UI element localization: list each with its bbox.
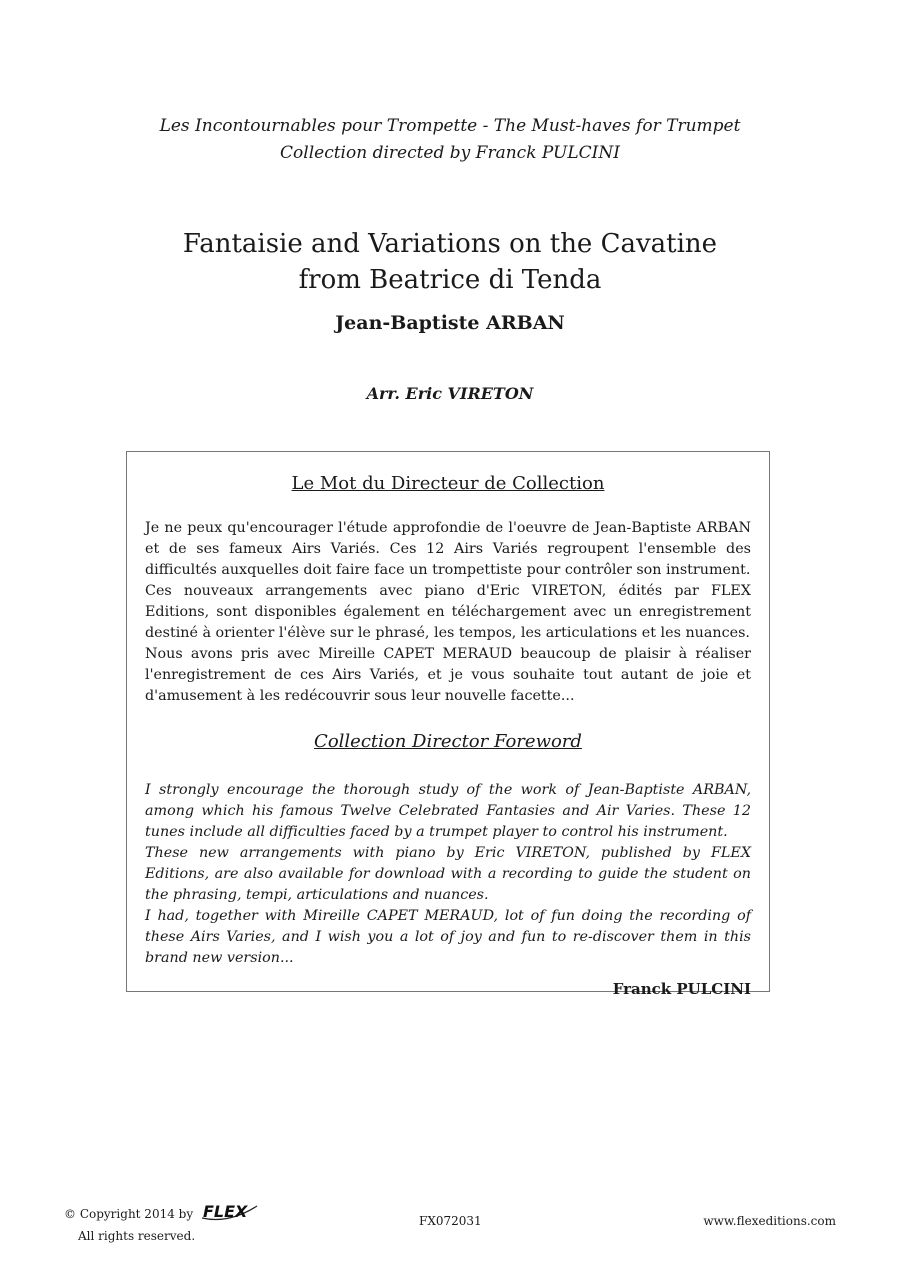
- catalog-code: FX072031: [419, 1214, 482, 1228]
- collection-header: [0, 113, 900, 167]
- composer-name: Jean-Baptiste ARBAN: [335, 312, 565, 334]
- foreword-paragraph-en: I strongly encourage the thorough study of the work of Jean-Baptiste ARBAN, among which his famous Twelve Celebrated Fantasies and Air Varies. These 12 tunes include all difficulties faced by a trumpet player to control his instrument. These new arrangements with piano by Eric VIRETON, published by FLEX Editions, are also available for download with a recording to guide the student on the phrasing, tempi, articulations and nuances. I had, together with Mireille CAPET MERAUD, lot of fun doing the recording of these Airs Varies, and I wish you a lot of joy and fun to re-discover them in this brand new version...: [145, 782, 751, 966]
- arranger-credit: Arr. Eric VIRETON: [366, 384, 534, 403]
- collection-director-line: Collection directed by Franck PULCINI: [280, 143, 620, 163]
- foreword-heading-fr: Le Mot du Directeur de Collection: [291, 473, 605, 494]
- work-title: [0, 226, 900, 298]
- copyright-line: © Copyright 2014 by: [64, 1207, 194, 1221]
- title-line-2: from Beatrice di Tenda: [298, 265, 602, 295]
- logo-text: FLEX: [202, 1202, 248, 1221]
- foreword-heading-en: Collection Director Foreword: [314, 731, 582, 752]
- flex-logo: [199, 1202, 261, 1227]
- series-title: Les Incontournables pour Trompette - The Must-haves for Trumpet: [159, 116, 741, 136]
- page-footer: [0, 1198, 900, 1248]
- rights-line: All rights reserved.: [78, 1229, 196, 1243]
- foreword-text-en: [145, 780, 751, 969]
- copyright-notice: [64, 1202, 261, 1245]
- website-link[interactable]: www.flexeditions.com: [703, 1214, 836, 1228]
- signature: Franck PULCINI: [612, 980, 751, 998]
- foreword-box: [126, 451, 770, 998]
- foreword-text-fr: [145, 518, 751, 707]
- title-line-1: Fantaisie and Variations on the Cavatine: [182, 229, 718, 259]
- foreword-paragraph-fr: Je ne peux qu'encourager l'étude approfondie de l'oeuvre de Jean-Baptiste ARBAN et de ses fameux Airs Variés. Ces 12 Airs Variés regroupent l'ensemble des difficultés auxquelles doit faire face un trompettiste pour contrôler son instrument. Ces nouveaux arrangements avec piano d'Eric VIRETON, édités par FLEX Editions, sont disponibles également en téléchargement avec un enregistrement destiné à orienter l'élève sur le phrasé, les tempos, les articulations et les nuances. Nous avons pris avec Mireille CAPET MERAUD beaucoup de plaisir à réaliser l'enregistrement de ces Airs Variés, et je vous souhaite tout autant de joie et d'amusement à les redécouvrir sous leur nouvelle facette...: [145, 520, 751, 704]
